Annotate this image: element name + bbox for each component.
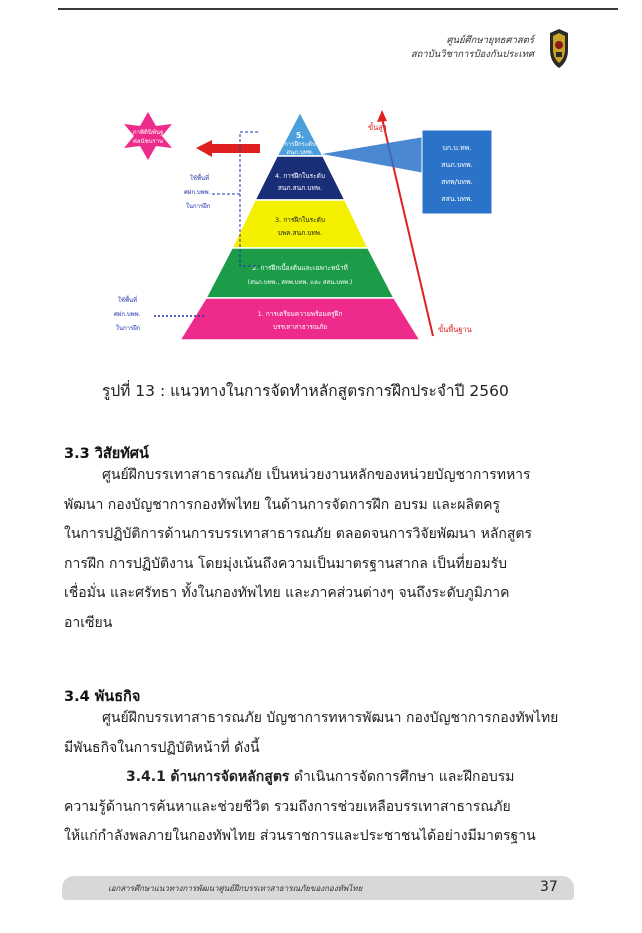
level-3-sub: บพค.สนภ.บทพ. bbox=[277, 229, 323, 237]
section-3-4-body bbox=[64, 704, 582, 852]
level-2-sub: (สนภ.บทพ., สทพ.บทพ. และ สสน.บทพ.) bbox=[247, 279, 353, 286]
progression-arrow-head bbox=[377, 110, 387, 122]
s33-line-1: ศูนย์ฝึกบรรเทาสาธารณภัย เป็นหน่วยงานหลักของหน่วยบัญชาการทหาร bbox=[102, 467, 531, 483]
s33-line-5: เชื่อมั่น และศรัทธา ทั้งในกองทัพไทย และภาคส่วนต่างๆ จนถึงระดับภูมิภาค bbox=[64, 585, 510, 601]
callout-line-4: สสน.บทพ. bbox=[441, 195, 473, 203]
level-3-text: 3. การฝึกในระดับ bbox=[274, 216, 326, 224]
header-line-2: สถาบันวิชาการป้องกันประเทศ bbox=[410, 49, 534, 60]
pyramid-level-3 bbox=[232, 200, 368, 248]
red-arrow-to-star bbox=[196, 140, 260, 157]
section-3-3-body bbox=[64, 461, 582, 638]
training-pyramid-diagram bbox=[100, 104, 520, 354]
callout-line-3: สทพ/บทพ. bbox=[441, 178, 473, 186]
top-rule bbox=[58, 8, 618, 10]
callout-pointer bbox=[322, 136, 430, 174]
callout-line-1: บก.บ.ทพ. bbox=[442, 144, 472, 152]
subsection-number: 3.4.1 bbox=[126, 769, 166, 785]
star-label-2: ค่อนัชบราษ bbox=[132, 138, 164, 145]
figure-caption: รูปที่ 13 : แนวทางในการจัดทำหลักสูตรการฝึกประจำปี 2560 bbox=[102, 382, 509, 400]
level-5-sub: สนภ.บทพ. bbox=[286, 149, 314, 156]
level-2-text: 2. การฝึกเบื้องต้นและเฉพาะหน้าที่ bbox=[252, 264, 348, 272]
s34-line-1: ศูนย์ฝึกบรรเทาสาธารณภัย บัญชาการทหารพัฒนา กองบัญชาการกองทัพไทย bbox=[102, 710, 559, 726]
subsection-title: ด้านการจัดหลักสูตร bbox=[170, 769, 290, 785]
callout-line-2: สนภ.บทพ. bbox=[441, 161, 473, 169]
subsection-rest: ดำเนินการจัดการศึกษา และฝึกอบรม bbox=[289, 769, 515, 785]
side-note-top-2: ศฝก.บพพ. bbox=[184, 189, 211, 196]
side-note-top-1: ใช้พื้นที่ bbox=[190, 175, 210, 182]
footer-title: เอกสารศึกษาแนวทางการพัฒนาศูนย์ฝึกบรรเทาสาธารณภัยของกองทัพไทย bbox=[108, 884, 363, 893]
page-number: 37 bbox=[540, 879, 558, 895]
level-5-num: 5. bbox=[295, 131, 305, 140]
side-note-bottom-2: ศฝก.บพพ. bbox=[114, 311, 141, 318]
level-5-text: การฝึกระดับ bbox=[284, 141, 316, 148]
level-1-sub: บรรเทาสาธารณภัย bbox=[272, 323, 328, 331]
level-4-sub: สนภ.สนภ.บทพ. bbox=[277, 184, 323, 192]
s33-line-2: พัฒนา กองบัญชาการกองทัพไทย ในด้านการจัดการฝึก อบรม และผลิตครู bbox=[64, 496, 501, 513]
header-line-1: ศูนย์ศึกษายุทธศาสตร์ bbox=[446, 35, 534, 46]
s33-line-3: ในการปฏิบัติการด้านการบรรเทาสาธารณภัย ตลอดจนการวิจัยพัฒนา หลักสูตร bbox=[64, 526, 533, 542]
s34-sub-line-2: ความรู้ด้านการค้นหาและช่วยชีวิต รวมถึงการช่วยเหลือบรรเทาสาธารณภัย bbox=[64, 798, 511, 815]
pyramid-level-1 bbox=[180, 298, 420, 340]
s34-sub-line-1 bbox=[64, 763, 582, 793]
side-note-top-3: ในการฝึก bbox=[186, 203, 211, 210]
side-note-bottom-3: ในการฝึก bbox=[116, 325, 141, 332]
s33-line-6: อาเซียน bbox=[64, 614, 113, 631]
s33-line-4: การฝึก การปฏิบัติงาน โดยมุ่งเน้นถึงความเป็นมาตรฐานสากล เป็นที่ยอมรับ bbox=[64, 555, 507, 572]
level-1-text: 1. การเตรียมความพร้อมครูฝึก bbox=[257, 310, 343, 318]
top-arrow-label: ขั้นสูง bbox=[368, 123, 387, 132]
star-badge bbox=[124, 112, 172, 160]
pyramid-level-2 bbox=[206, 248, 394, 298]
bottom-arrow-label: ขั้นพื้นฐาน bbox=[438, 325, 472, 334]
level-4-text: 4. การฝึกในระดับ bbox=[274, 172, 326, 180]
header-institution bbox=[411, 34, 534, 62]
section-3-4-heading: 3.4 พันธกิจ bbox=[64, 689, 141, 705]
s34-line-2: มีพันธกิจในการปฏิบัติหน้าที่ ดังนี้ bbox=[64, 739, 260, 756]
institution-logo bbox=[548, 28, 570, 70]
star-label-1: ภาพิดินิพ้นฐ bbox=[132, 129, 164, 136]
section-3-3-heading: 3.3 วิสัยทัศน์ bbox=[64, 446, 149, 462]
s34-sub-line-3: ให้แก่กำลังพลภายในกองทัพไทย ส่วนราชการและประชาชนได้อย่างมีมาตรฐาน bbox=[64, 828, 536, 844]
side-note-bottom-1: ใช้พื้นที่ bbox=[118, 297, 138, 304]
